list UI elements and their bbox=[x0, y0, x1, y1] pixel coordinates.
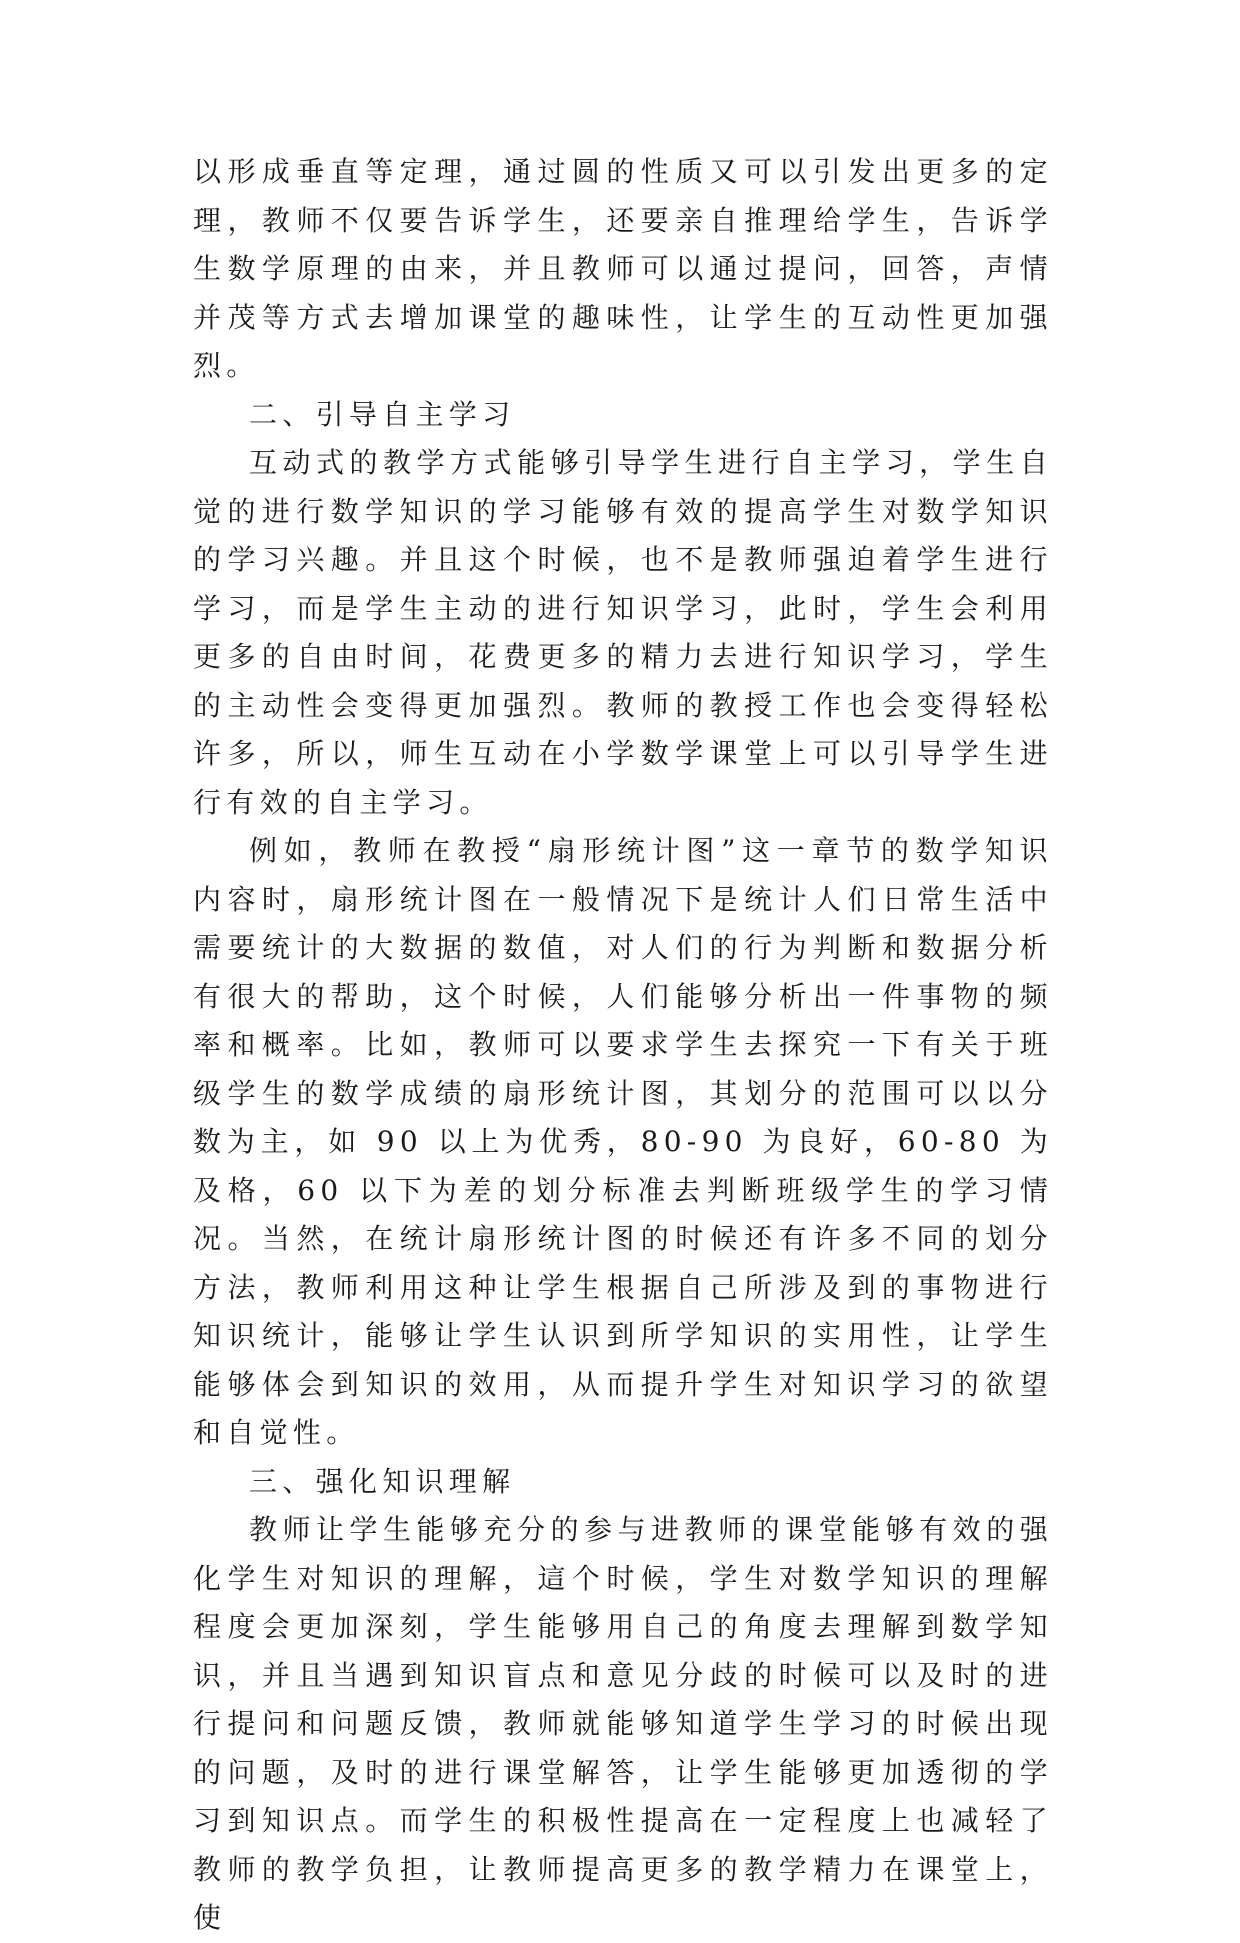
document-page bbox=[193, 148, 1053, 1943]
section-heading-3: 三、强化知识理解 bbox=[249, 1464, 516, 1498]
section-heading-2: 二、引导自主学习 bbox=[249, 397, 516, 431]
paragraph-autonomous-learning: 互动式的教学方式能够引导学生进行自主学习，学生自觉的进行数学知识的学习能够有效的提高学生对数学知识的学习兴趣。并且这个时候，也不是教师强迫着学生进行学习，而是学生主动的进行知识学习，此时，学生会利用更多的自由时间，花费更多的精力去进行知识学习，学生的主动性会变得更加强烈。教师的教授工作也会变得轻松许多，所以，师生互动在小学数学课堂上可以引导学生进行有效的自主学习。 bbox=[193, 446, 1053, 819]
paragraph-continuation: 以形成垂直等定理，通过圆的性质又可以引发出更多的定理，教师不仅要告诉学生，还要亲自推理给学生，告诉学生数学原理的由来，并且教师可以通过提问，回答，声情并茂等方式去增加课堂的趣味性，让学生的互动性更加强烈。 bbox=[193, 155, 1053, 382]
paragraph-pie-chart-example: 例如，教师在教授“扇形统计图”这一章节的数学知识内容时，扇形统计图在一般情况下是统计人们日常生活中需要统计的大数据的数值，对人们的行为判断和数据分析有很大的帮助，这个时候，人们能够分析出一件事物的频率和概率。比如，教师可以要求学生去探究一下有关于班级学生的数学成绩的扇形统计图，其划分的范围可以以分数为主，如 90 以上为优秀，80-90 为良好，60-80 为及格，60 以下为差的划分标准去判断班级学生的学习情况。当然，在统计扇形统计图的时候还有许多不同的划分方法，教师利用这种让学生根据自己所涉及到的事物进行知识统计，能够让学生认识到所学知识的实用性，让学生能够体会到知识的效用，从而提升学生对知识学习的欲望和自觉性。 bbox=[193, 834, 1053, 1449]
paragraph-knowledge-understanding: 教师让学生能够充分的参与进教师的课堂能够有效的强化学生对知识的理解，這个时候，学生对数学知识的理解程度会更加深刻，学生能够用自己的角度去理解到数学知识，并且当遇到知识盲点和意见分歧的时候可以及时的进行提问和问题反馈，教师就能够知道学生学习的时候出现的问题，及时的进行课堂解答，让学生能够更加透彻的学习到知识点。而学生的积极性提高在一定程度上也减轻了教师的教学负担，让教师提高更多的教学精力在课堂上，使 bbox=[193, 1513, 1053, 1934]
